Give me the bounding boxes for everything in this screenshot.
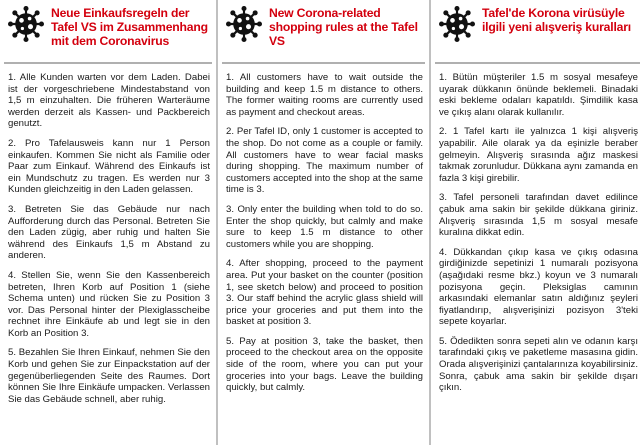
rule-paragraph-1: 1. All customers have to wait outside the building and keep 1.5 m distance to others. The former waiting rooms are currently used as payment and checkout areas.: [226, 72, 423, 118]
rule-paragraph-5: 5. Pay at position 3, take the basket, then proceed to the checkout area on the opposite side of the room, where you can put your groceries into your bags. Leave the building quickly, but calmly.: [226, 335, 423, 394]
rule-paragraph-2: 2. 1 Tafel kartı ile yalnızca 1 kişi alışveriş yapabilir. Aile olarak ya da eşinizle beraber gelmeyin. Alışveriş sırasında ağız maskesi takmak zorunludur. Dükkana aynı zamanda en fazla 3 kişi girebilir.: [439, 126, 638, 184]
rule-paragraph-2: 2. Pro Tafelausweis kann nur 1 Person einkaufen. Kommen Sie nicht als Familie oder Paar zum Einkauf. Während des Einkaufs ist ein Mundschutz zu tragen. Es werden nur 3 Kunden gleichzeitig in den Laden gelassen.: [8, 137, 210, 196]
rule-paragraph-5: 5. Ödedikten sonra sepeti alın ve odanın karşı tarafındaki çıkış ve paketleme masasına gidin. Orada alışverişinizi çantalarınıza koyabilirsiniz. Sonra, çabuk ama sakin bir şekilde dışarı çıkın.: [439, 335, 638, 394]
coronavirus-icon: [226, 6, 262, 42]
rule-paragraph-4: 4. Stellen Sie, wenn Sie den Kassenbereich betreten, Ihren Korb auf Position 1 (siehe Schema unten) und rücken Sie zu Position 3 vor. Das Personal hinter der Plexiglasscheibe rechnet ihre Einkäufe ab und legt sie in den Korb an Position 3.: [8, 269, 210, 339]
rule-paragraph-1: 1. Bütün müşteriler 1.5 m sosyal mesafeye uyarak dükkanın önünde beklemeli. Binadaki eski bekleme odaları kapatıldı. Şimdilik kasa ve çıkış alanı olarak kullanılır.: [439, 72, 638, 118]
coronavirus-icon: [8, 6, 44, 42]
rules-text: [218, 64, 429, 402]
rule-paragraph-2: 2. Per Tafel ID, only 1 customer is accepted to the shop. Do not come as a couple or family. All customers have to wear facial masks during shopping. The maximum number of customers accepted into the shop at the same time is 3.: [226, 126, 423, 196]
column-title: Neue Einkaufsregeln der Tafel VS im Zusammenhang mit dem Coronavirus: [51, 6, 208, 48]
rule-paragraph-5: 5. Bezahlen Sie Ihren Einkauf, nehmen Sie den Korb und gehen Sie zur Einpackstation auf der gegenüberliegenden Seite des Raumes. Dort können Sie Ihre Einkäufe umpacken. Verlassen Sie das Gebäude schnell, aber ruhig.: [8, 347, 210, 405]
column-header: [218, 0, 429, 62]
rule-paragraph-3: 3. Betreten Sie das Gebäude nur nach Aufforderung durch das Personal. Betreten Sie den Laden zügig, aber ruhig und halten Sie während des Einkaufs 1,5 m Abstand zu anderen.: [8, 203, 210, 262]
rule-paragraph-4: 4. After shopping, proceed to the payment area. Put your basket on the counter (position 1, see sketch below) and proceed to position 3. Our staff behind the acrylic glass shield will price your groceries and put them into the basket at position 3.: [226, 258, 423, 328]
coronavirus-icon: [439, 6, 475, 42]
column-english: [216, 0, 429, 445]
column-turkish: [429, 0, 644, 445]
rule-paragraph-4: 4. Dükkandan çıkıp kasa ve çıkış odasına girdiğinizde sepetinizi 1 numaralı pozisyona (aşağıdaki resme bkz.) koyun ve 3 numaralı pozisyona geçin. Pleksiglas camının arkasındaki elemanlar satın aldığınız şeyleri fiyatlandırıp, alışverişinizi pozisyon 3'teki sepete koyarlar.: [439, 246, 638, 328]
column-header: [431, 0, 644, 62]
rule-paragraph-3: 3. Only enter the building when told to do so. Enter the shop quickly, but calmly and make sure to keep 1.5 m distance to other customers while you are shopping.: [226, 203, 423, 250]
rule-paragraph-1: 1. Alle Kunden warten vor dem Laden. Dabei ist der vorgeschriebene Mindestabstand von 1,5 m einzuhalten. Die früheren Warteräume werden derzeit als Kassen- und Packbereich genutzt.: [8, 72, 210, 130]
rule-paragraph-3: 3. Tafel personeli tarafından davet edilince çabuk ama sakin bir şekilde dükkana giriniz. Alışveriş sırasında 1,5 m sosyal mesafe kuralına dikkat edin.: [439, 192, 638, 239]
column-title: Tafel'de Korona virüsüyle ilgili yeni alışveriş kuralları: [482, 6, 631, 34]
column-header: [0, 0, 216, 62]
column-german: [0, 0, 216, 445]
rules-text: [431, 64, 644, 402]
rules-text: [0, 64, 216, 413]
column-title: New Corona-related shopping rules at the Tafel VS: [269, 6, 418, 48]
